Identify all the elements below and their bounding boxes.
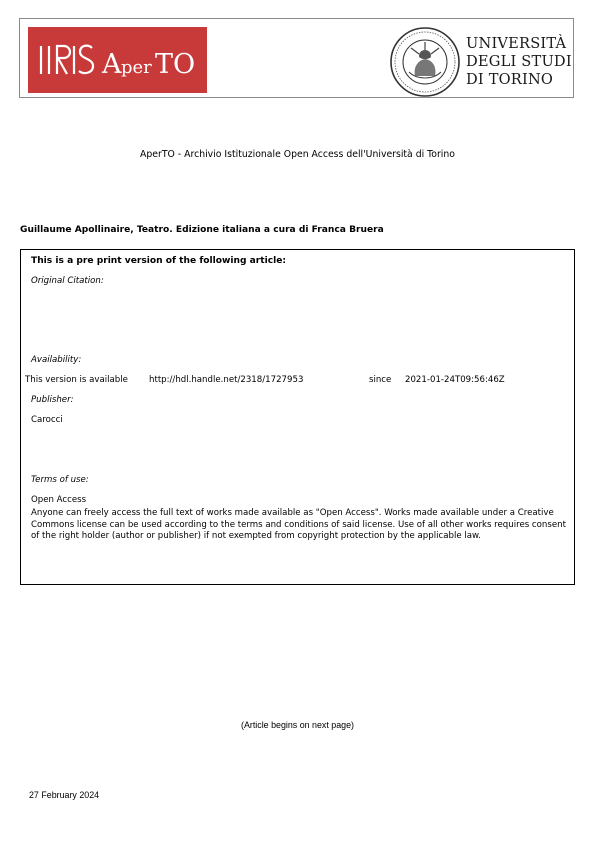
university-name-line: DEGLI STUDI [466, 53, 572, 70]
svg-text:per: per [121, 57, 152, 78]
footer-date: 27 February 2024 [29, 790, 100, 800]
original-citation-label: Original Citation: [31, 276, 104, 286]
availability-label: Availability: [31, 355, 82, 365]
next-page-note: (Article begins on next page) [241, 720, 354, 730]
handle-link[interactable]: http://hdl.handle.net/2318/1727953 [149, 375, 304, 385]
availability-text: This version is available [25, 375, 128, 385]
since-label: since [369, 375, 392, 385]
iris-aperto-logo [28, 27, 207, 93]
access-type: Open Access [31, 495, 87, 505]
university-seal-icon [389, 26, 461, 98]
university-name-line: UNIVERSITÀ [466, 35, 567, 52]
university-name [466, 35, 576, 89]
publisher-value: Carocci [31, 415, 63, 425]
since-date: 2021-01-24T09:56:46Z [405, 375, 505, 385]
publisher-label: Publisher: [31, 395, 74, 405]
university-name-line: DI TORINO [466, 71, 554, 88]
terms-text: Anyone can freely access the full text of works made available as "Open Access". Works made available under a Creative Commons license can be used according to the terms and conditions of said license. Use of all other works requires consent of the right holder (author or publisher) if not exempted from copyright protection by the applicable law. [31, 508, 566, 542]
svg-text:TO: TO [155, 49, 196, 80]
preprint-notice: This is a pre print version of the following article: [31, 256, 287, 266]
svg-text:A: A [102, 49, 122, 80]
archive-line: AperTO - Archivio Istituzionale Open Access dell'Università di Torino [140, 149, 455, 160]
terms-label: Terms of use: [31, 475, 89, 485]
document-title: Guillaume Apollinaire, Teatro. Edizione italiana a cura di Franca Bruera [20, 225, 384, 235]
